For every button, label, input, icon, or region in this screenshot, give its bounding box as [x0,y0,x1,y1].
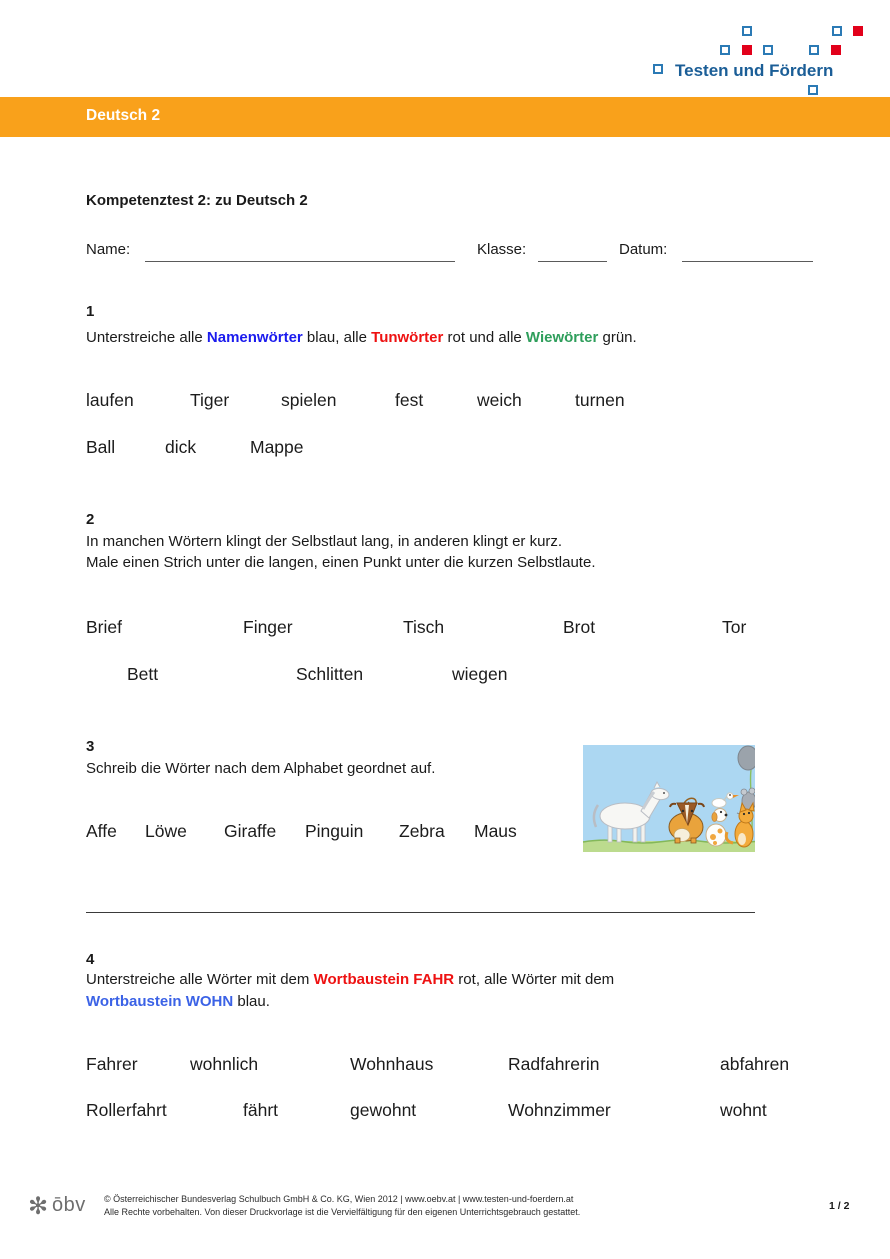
word: Giraffe [224,821,277,841]
text-segment: blau. [233,993,270,1010]
copyright-line2: Alle Rechte vorbehalten. Von dieser Druckvorlage ist die Vervielfältigung für den eigenen Unterrichtsgebrauch gestattet. [104,1207,581,1217]
word: Rollerfahrt [86,1100,167,1120]
text-segment: Unterstreiche alle [86,329,207,346]
text-segment: Unterstreiche alle Wörter mit dem [86,971,314,988]
task2-instruction-line2: Male einen Strich unter die langen, einen Punkt unter die kurzen Selbstlaute. [86,554,596,571]
word: Ball [86,437,116,457]
text-segment: rot, alle Wörter mit dem [454,971,615,988]
logo-square [742,45,752,55]
logo-square [831,45,841,55]
animals-illustration [583,745,755,852]
word: abfahren [720,1054,790,1074]
word: Finger [243,617,293,637]
word: gewohnt [350,1100,417,1120]
copyright-line1: © Österreichischer Bundesverlag Schulbuch GmbH & Co. KG, Wien 2012 | www.oebv.at | www.testen-und-foerdern.at [104,1194,574,1204]
name-label: Name: [86,241,131,258]
page-title: Kompetenztest 2: zu Deutsch 2 [86,192,308,209]
word: wohnlich [190,1054,259,1074]
word: Maus [474,821,517,841]
task3-instruction: Schreib die Wörter nach dem Alphabet geordnet auf. [86,760,436,777]
task1-instruction [86,329,637,346]
logo-square [832,26,842,36]
date-label: Datum: [619,241,668,258]
word: Schlitten [296,664,364,684]
logo-square [742,26,752,36]
date-line [682,243,813,262]
page-number: 1 / 2 [829,1200,850,1212]
logo-square [853,26,863,36]
word: Fahrer [86,1054,138,1074]
word: spielen [281,390,337,410]
task4-number: 4 [86,951,95,968]
logo-square [763,45,773,55]
word: Löwe [145,821,187,841]
word: Brot [563,617,596,637]
word: Zebra [399,821,445,841]
word: fährt [243,1100,279,1120]
answer-line [86,894,755,913]
task2-instruction-line1: In manchen Wörtern klingt der Selbstlaut lang, in anderen klingt er kurz. [86,533,563,550]
word: Wohnzimmer [508,1100,611,1120]
word: Tisch [403,617,445,637]
task1-number: 1 [86,303,95,320]
word: Bett [127,664,159,684]
word: Tor [722,617,747,637]
word: Pinguin [305,821,364,841]
word: Affe [86,821,117,841]
task4-instruction-line1 [86,971,614,988]
logo-square [808,85,818,95]
word: dick [165,437,197,457]
text-segment: grün. [598,329,637,346]
term-namenwoerter: Namenwörter [206,329,303,346]
word: wohnt [720,1100,767,1120]
word: weich [477,390,522,410]
word: Wohnhaus [350,1054,434,1074]
text-segment: blau, alle [302,329,372,346]
task4-instruction-line2 [86,993,270,1010]
obv-logo-icon: ✻ [28,1193,49,1220]
term-wiewoerter: Wiewörter [525,329,599,346]
obv-logo-text: ōbv [52,1194,86,1216]
word: laufen [86,390,134,410]
word: Brief [86,617,122,637]
word: Radfahrerin [508,1054,600,1074]
term-wortbaustein-fahr: Wortbaustein FAHR [313,971,455,988]
name-line [145,243,455,262]
logo-square [809,45,819,55]
logo-square [720,45,730,55]
term-tunwoerter: Tunwörter [371,329,444,346]
task2-number: 2 [86,511,95,528]
word: Tiger [190,390,230,410]
word: turnen [575,390,625,410]
logo-square [653,64,663,74]
task3-number: 3 [86,738,95,755]
class-line [538,243,607,262]
word: fest [395,390,424,410]
text-segment: rot und alle [443,329,526,346]
word: wiegen [452,664,508,684]
subject-title: Deutsch 2 [86,107,161,124]
brand-logo-text: Testen und Fördern [675,61,834,80]
word: Mappe [250,437,304,457]
class-label: Klasse: [477,241,527,258]
term-wortbaustein-wohn: Wortbaustein WOHN [86,993,234,1010]
